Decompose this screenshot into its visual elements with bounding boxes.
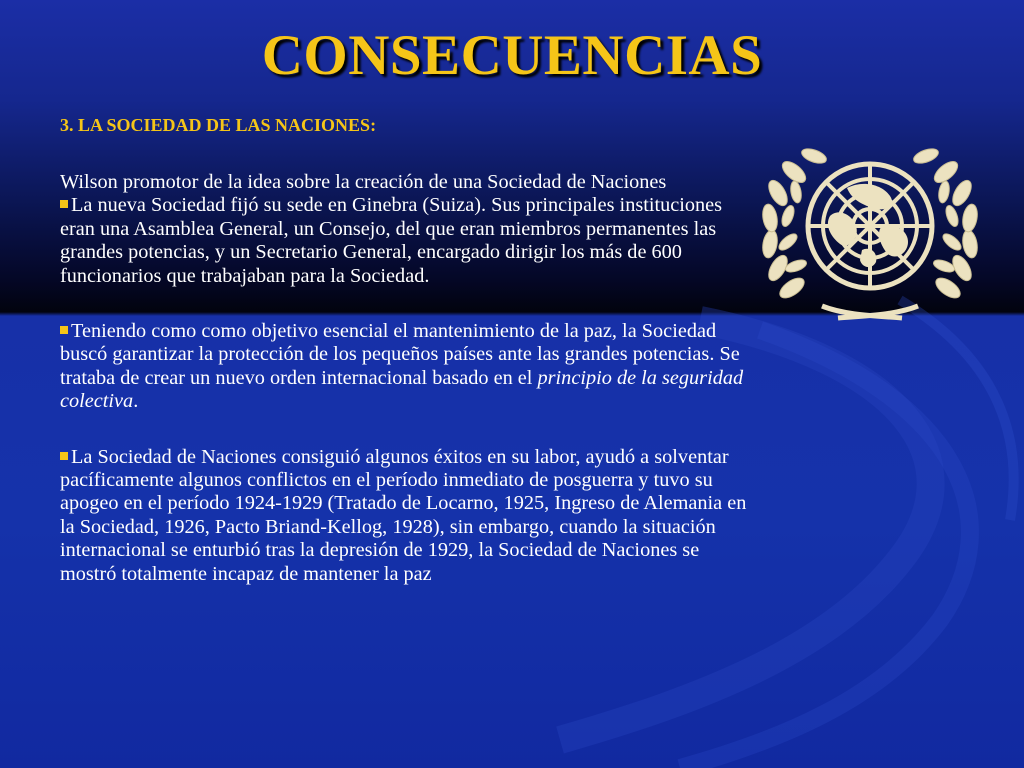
bullet-text-1: La nueva Sociedad fijó su sede en Ginebra (Suiza). Sus principales instituciones eran una Asamblea General, un Consejo, del que eran miembros permanentes las grandes potencias, y un Secretario General, encargado dirigir los más de 600 funcionarios que trabajaban para la Sociedad.: [60, 194, 723, 287]
intro-paragraph: Wilson promotor de la idea sobre la creación de una Sociedad de Naciones: [60, 171, 667, 193]
bullet-item-3: [60, 446, 760, 586]
slide-body: [60, 171, 760, 586]
square-bullet-icon: [60, 452, 68, 460]
un-emblem-icon: [752, 138, 988, 324]
bullet-text-3: La Sociedad de Naciones consiguió algunos éxitos en su labor, ayudó a solventar pacíficamente algunos conflictos en el período inmediato de posguerra y tuvo su apogeo en el período 1924-1929 (Tratado de Locarno, 1925, Ingreso de Alemania en la Sociedad, 1926, Pacto Briand-Kellog, 1928), sin embargo, cuando la situación internacional se enturbió tras la depresión de 1929, la Sociedad de Naciones se mostró totalmente incapaz de mantener la paz: [60, 445, 747, 585]
square-bullet-icon: [60, 200, 68, 208]
bullet-item-2: [60, 320, 760, 414]
bullet-text-2-emphasis: principio de la seguridad colectiva: [60, 366, 744, 413]
slide-subtitle: 3. LA SOCIEDAD DE LAS NACIONES:: [60, 115, 377, 135]
bullet-text-2-end: .: [133, 390, 139, 413]
bullet-item-1: [60, 194, 760, 288]
slide-title: CONSECUENCIAS: [261, 24, 763, 87]
square-bullet-icon: [60, 326, 68, 334]
bullet-text-2: Teniendo como como objetivo esencial el mantenimiento de la paz, la Sociedad buscó garantizar la protección de los pequeños países ante las grandes potencias. Se trataba de crear un nuevo orden internacional basado en el: [60, 320, 740, 389]
